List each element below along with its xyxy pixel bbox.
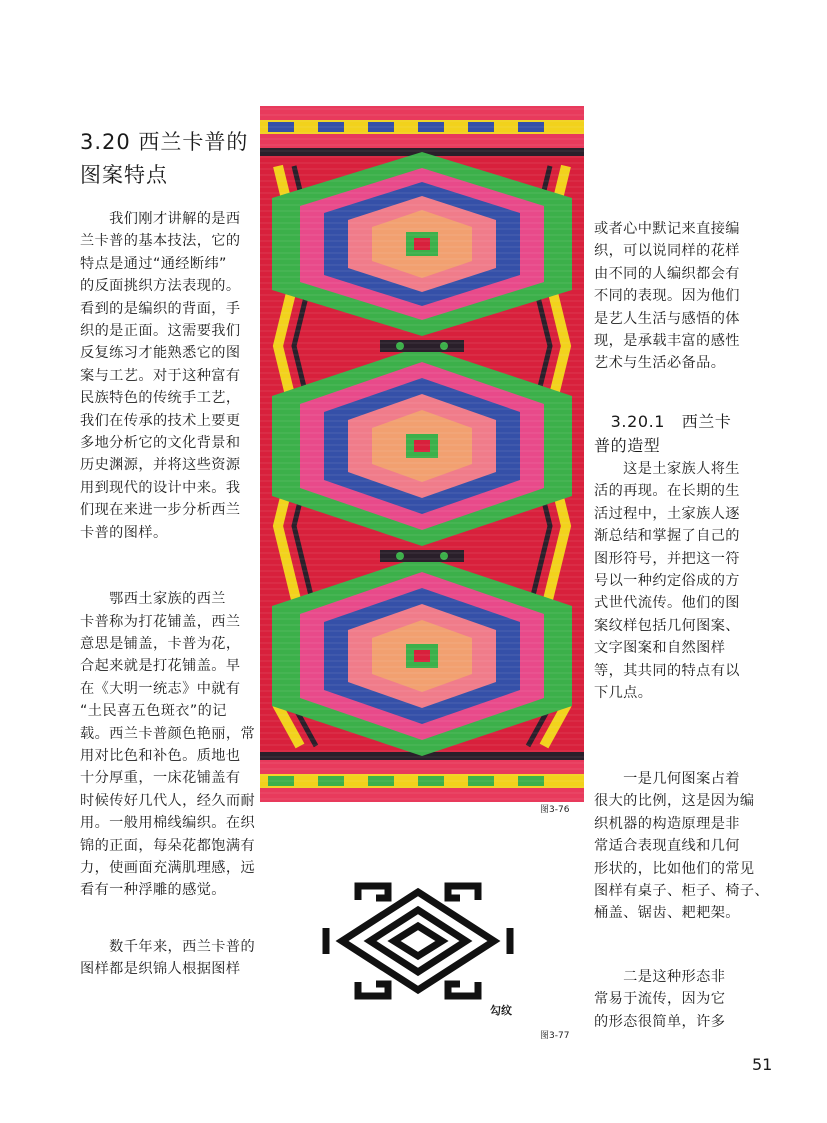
text-line: 时候传好几代人，经久而耐 [80, 792, 256, 809]
right-column-bottom [594, 966, 756, 1033]
text-line: 这是土家族人将生 [594, 461, 740, 477]
text-line: “土民喜五色斑衣”的记 [80, 703, 227, 720]
text-line: 的反面挑织方法表现的。 [80, 278, 241, 295]
page-number: 51 [752, 1055, 773, 1074]
left-column [80, 208, 256, 981]
text-line: 特点是通过“通经断纬” [80, 255, 227, 272]
hook-motif-figure [318, 878, 518, 1004]
text-line: 是艺人生活与感悟的体 [594, 310, 740, 327]
text-line: 我们在传承的技术上要更 [80, 412, 241, 429]
text-line: 织的是正面。这需要我们 [80, 323, 241, 340]
text-line: 用。一般用棉线编织。在织 [80, 815, 256, 832]
text-line: 意思是铺盖，卡普为花， [80, 635, 241, 652]
right-column-middle [594, 458, 756, 704]
text-line: 力，使画面充满肌理感，远 [80, 859, 256, 876]
text-line: 们现在来进一步分析西兰 [80, 502, 241, 519]
text-line: 反复练习才能熟悉它的图 [80, 345, 241, 362]
text-line: 二是这种形态非 [594, 969, 726, 985]
motif-label: 勾纹 [490, 1004, 512, 1017]
figure-caption: 图3-76 [540, 805, 570, 815]
text-line: 一是几何图案占着 [594, 771, 740, 787]
text-line: 很大的比例，这是因为编 [594, 793, 755, 810]
right-column-top [594, 218, 756, 375]
text-line: 式世代流传。他们的图 [594, 595, 740, 612]
text-line: 图样有桌子、柜子、椅子、 [594, 883, 770, 900]
paragraph [594, 966, 756, 1033]
text-line: 合起来就是打花铺盖。早 [80, 658, 241, 675]
paragraph [80, 588, 256, 902]
text-line: 图样都是织锦人根据图样 [80, 961, 241, 978]
text-line: 活过程中，土家族人逐 [594, 505, 740, 522]
text-line: 等，其共同的特点有以 [594, 662, 740, 679]
text-line: 文字图案和自然图样 [594, 640, 726, 657]
text-line: 常易于流传，因为它 [594, 991, 726, 1008]
paragraph [594, 218, 756, 375]
paragraph [80, 208, 252, 544]
text-line: 号以一种约定俗成的方 [594, 573, 740, 590]
heading-line: 3.20.1 西兰卡 [594, 412, 732, 431]
text-line: 锦的正面，每朵花都饱满有 [80, 837, 256, 854]
text-line: 案与工艺。对于这种富有 [80, 367, 241, 384]
paragraph [594, 458, 756, 704]
text-line: 活的再现。在长期的生 [594, 483, 740, 500]
text-line: 下几点。 [594, 685, 653, 702]
text-line: 不同的表现。因为他们 [594, 288, 740, 305]
text-line: 兰卡普的基本技法，它的 [80, 233, 241, 250]
text-line: 载。西兰卡普颜色艳丽，常 [80, 725, 256, 742]
section-title-line: 图案特点 [80, 163, 168, 187]
subsection-heading [594, 410, 754, 458]
heading-line: 普的造型 [594, 436, 661, 455]
brocade-photo [260, 106, 584, 802]
text-line: 数千年来，西兰卡普的 [80, 938, 256, 955]
right-column-lower [594, 768, 770, 925]
text-line: 多地分析它的文化背景和 [80, 435, 241, 452]
text-line: 艺术与生活必备品。 [594, 355, 726, 372]
section-title [80, 126, 260, 192]
text-line: 卡普称为打花铺盖，西兰 [80, 613, 241, 630]
text-line: 用到现代的设计中来。我 [80, 479, 241, 496]
text-line: 我们刚才讲解的是西 [80, 211, 241, 227]
text-line: 历史渊源，并将这些资源 [80, 457, 241, 474]
text-line: 民族特色的传统手工艺， [80, 390, 241, 407]
hook-motif-illustration [318, 878, 518, 1004]
text-line: 织，可以说同样的花样 [594, 243, 740, 260]
paragraph [594, 768, 770, 925]
figure-caption: 图3-77 [540, 1031, 570, 1041]
text-line: 桶盖、锯齿、耙耙架。 [594, 905, 740, 922]
text-line: 十分厚重，一床花铺盖有 [80, 770, 241, 787]
text-line: 案纹样包括几何图案、 [594, 617, 740, 634]
brocade-illustration [260, 106, 584, 802]
text-line: 的形态很简单，许多 [594, 1013, 726, 1030]
text-line: 由不同的人编织都会有 [594, 265, 740, 282]
text-line: 渐总结和掌握了自己的 [594, 528, 740, 545]
text-line: 卡普的图样。 [80, 524, 168, 541]
text-line: 现，是承载丰富的感性 [594, 333, 740, 350]
text-line: 用对比色和补色。质地也 [80, 747, 241, 764]
text-line: 形状的，比如他们的常见 [594, 860, 755, 877]
text-line: 织机器的构造原理是非 [594, 815, 740, 832]
text-line: 图形符号，并把这一符 [594, 550, 740, 567]
text-line: 看到的是编织的背面，手 [80, 300, 241, 317]
text-line: 看有一种浮雕的感觉。 [80, 882, 226, 899]
section-title-line: 3.20 西兰卡普的 [80, 130, 249, 154]
paragraph [80, 936, 256, 981]
text-line: 鄂西土家族的西兰 [80, 591, 226, 608]
text-line: 或者心中默记来直接编 [594, 221, 740, 237]
text-line: 常适合表现直线和几何 [594, 838, 740, 855]
text-line: 在《大明一统志》中就有 [80, 680, 241, 697]
